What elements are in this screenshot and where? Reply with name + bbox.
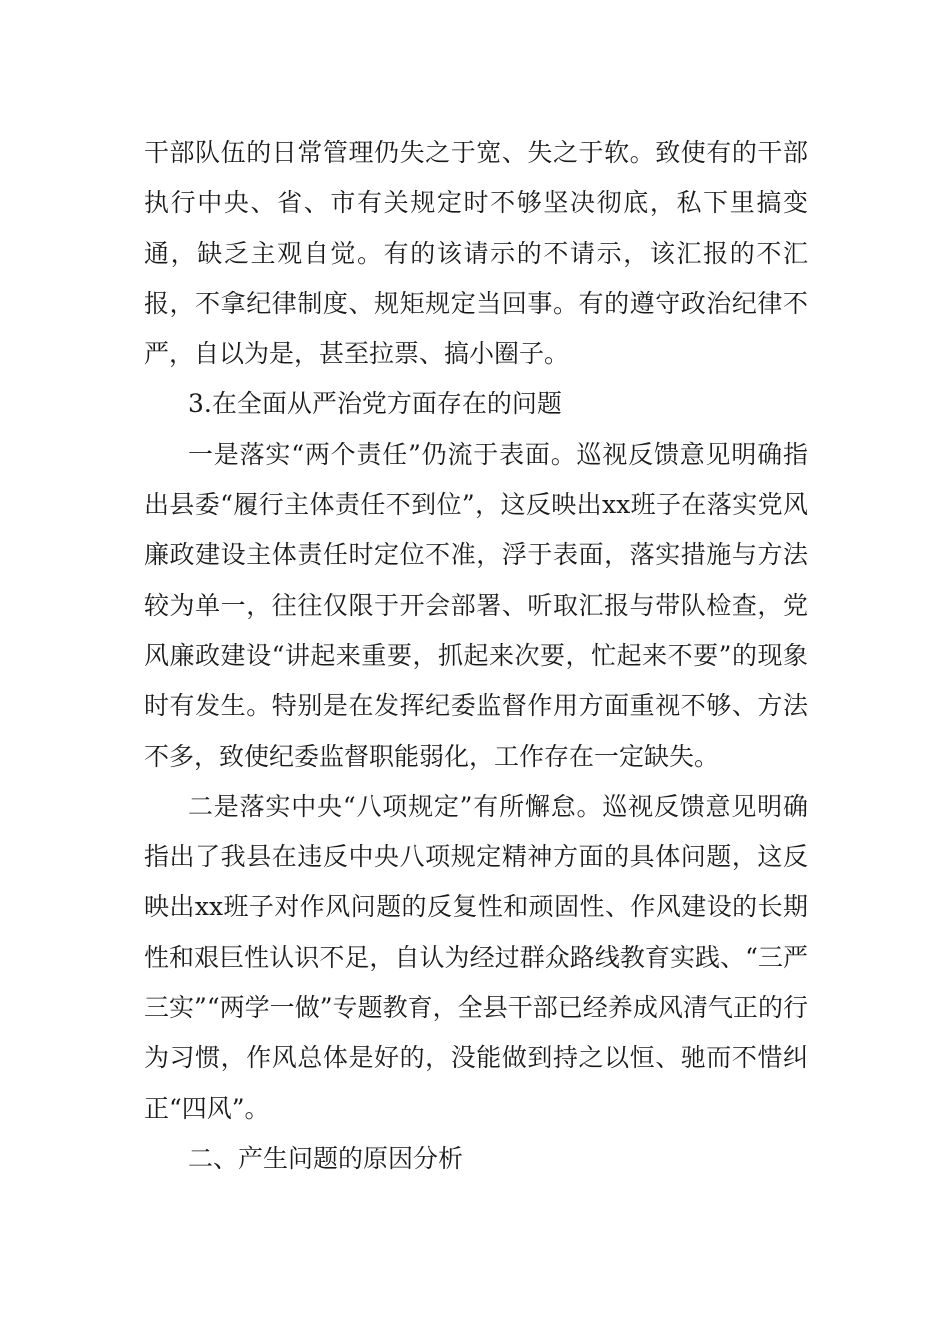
paragraph-continuation: 干部队伍的日常管理仍失之于宽、失之于软。致使有的干部执行中央、省、市有关规定时不够坚决彻底，私下里搞变通，缺乏主观自觉。有的该请示的不请示，该汇报的不汇报，不拿纪律制度、规矩规定当回事。有的遵守政治纪律不严，自以为是，甚至拉票、搞小圈子。 <box>144 138 808 369</box>
document-body <box>144 128 808 1184</box>
section-heading-cause-analysis: 二、产生问题的原因分析 <box>188 1143 464 1173</box>
paragraph-eight-regulations: 二是落实中央“八项规定”有所懈怠。巡视反馈意见明确指出了我县在违反中央八项规定精神方面的具体问题，这反映出xx班子对作风问题的反复性和顽固性、作风建设的长期性和艰巨性认识不足，自认为经过群众路线教育实践、“三严三实”“两学一做”专题教育，全县干部已经养成风清气正的行为习惯，作风总体是好的，没能做到持之以恒、驰而不惜纠正“四风”。 <box>144 791 808 1123</box>
section-heading-3: 3.在全面从严治党方面存在的问题 <box>188 389 562 419</box>
paragraph-two-responsibilities: 一是落实“两个责任”仍流于表面。巡视反馈意见明确指出县委“履行主体责任不到位”，这反映出xx班子在落实党风廉政建设主体责任时定位不准，浮于表面，落实措施与方法较为单一，往往仅限于开会部署、听取汇报与带队检查，党风廉政建设“讲起来重要，抓起来次要，忙起来不要”的现象时有发生。特别是在发挥纪委监督作用方面重视不够、方法不多，致使纪委监督职能弱化，工作存在一定缺失。 <box>144 439 808 771</box>
